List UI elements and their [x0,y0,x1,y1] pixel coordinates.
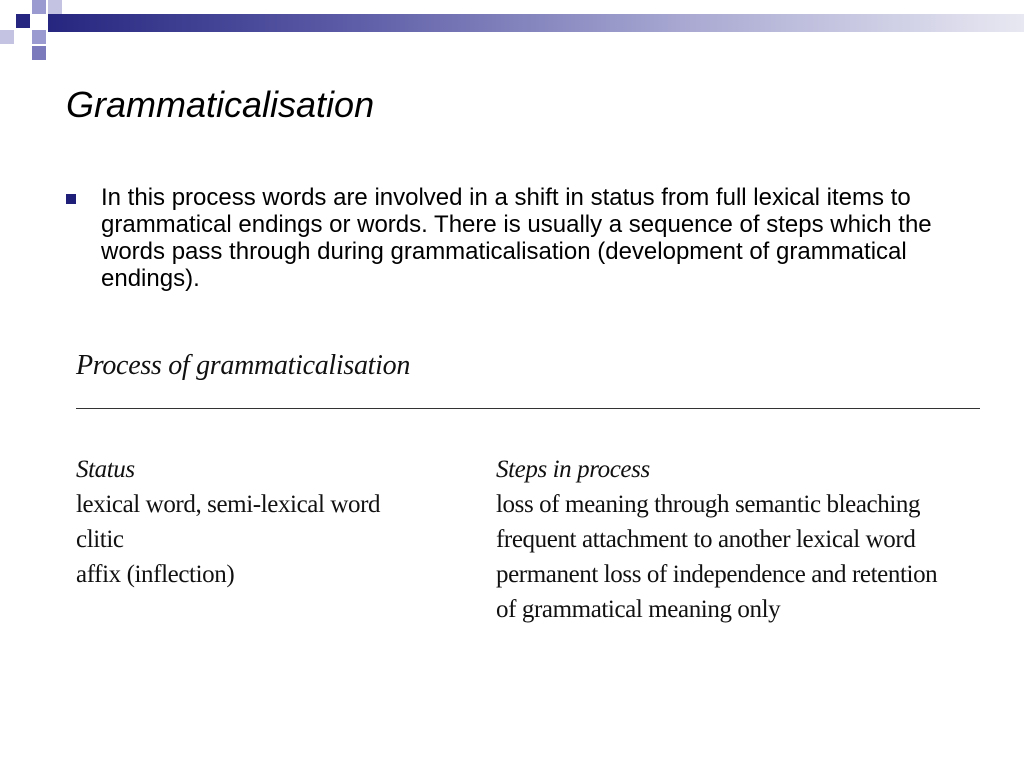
deco-square-mid [32,46,46,60]
bullet-text: In this process words are involved in a shift in status from full lexical items to grammatical endings or words. There is usually a sequence of steps which the words pass through during grammaticalisation (development of grammatical endings). [101,184,932,292]
status-item: affix (inflection) [76,561,235,588]
figure-title: Process of grammaticalisation [76,350,411,381]
steps-item: of grammatical meaning only [496,596,781,623]
deco-square-light [32,30,46,44]
process-figure [76,350,980,623]
status-item: lexical word, semi-lexical word [76,491,381,518]
header-gradient-bar [48,14,1024,32]
steps-header: Steps in process [496,456,650,483]
bullet-item [66,184,966,292]
steps-item: loss of meaning through semantic bleaching [496,491,921,518]
status-column [76,452,476,592]
deco-square-light [32,0,46,14]
status-header: Status [76,456,135,483]
status-item: clitic [76,526,124,553]
steps-item: permanent loss of independence and retention [496,561,938,588]
deco-square-light [48,0,62,14]
deco-square-light [0,30,14,44]
steps-item: frequent attachment to another lexical word [496,526,916,553]
deco-square-dark [16,14,30,28]
figure-divider [76,408,980,409]
steps-column [496,452,980,627]
bullet-square-icon [66,194,76,204]
slide-title: Grammaticalisation [66,84,375,125]
